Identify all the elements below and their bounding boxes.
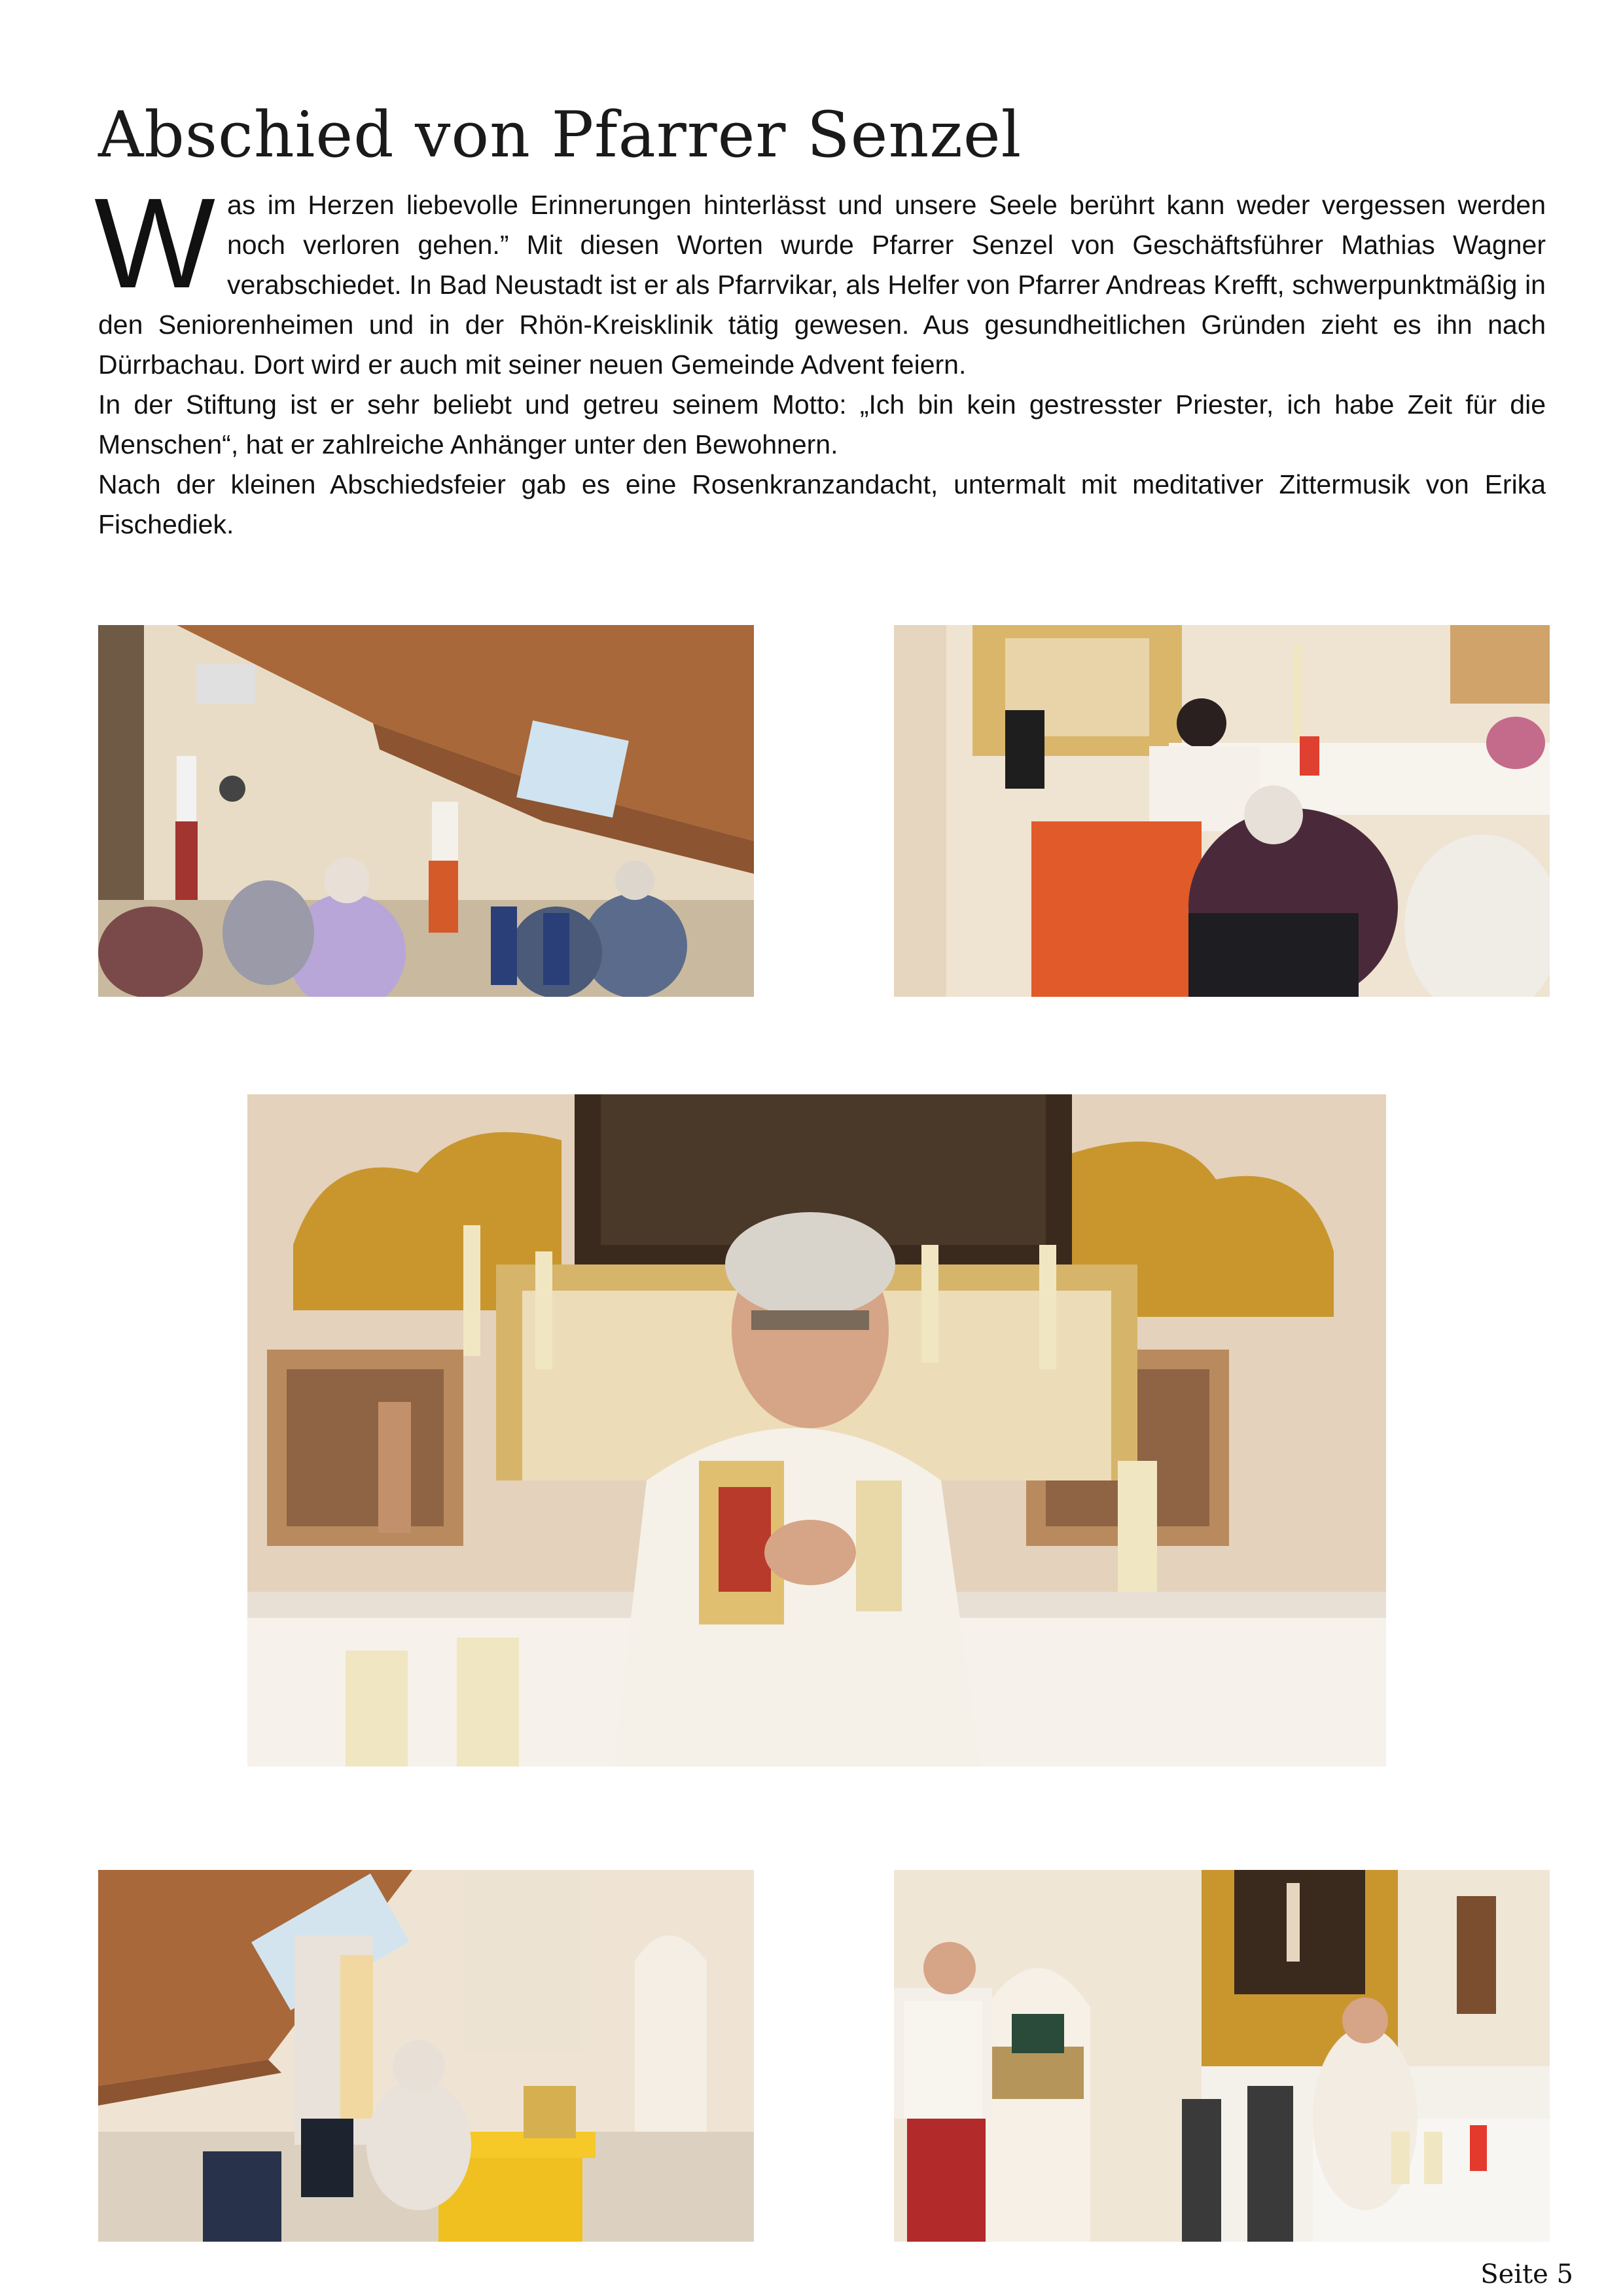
photo-gathering-room: [98, 625, 754, 997]
photo-resident-table: [98, 1870, 754, 2242]
paragraph-3: Nach der kleinen Abschiedsfeier gab es eine Rosenkranzandacht, untermalt mit meditativer Zittermusik von Erika Fischediek.: [98, 469, 1546, 539]
drop-cap: W: [94, 171, 215, 315]
paragraph-2: In der Stiftung ist er sehr beliebt und getreu seinem Motto: „Ich bin kein gestresster Priester, ich habe Zeit für die Menschen“, hat er zahlreiche Anhänger unter den Bewohnern.: [98, 389, 1546, 459]
page-number: Seite 5: [1480, 2259, 1573, 2289]
photo-priest-altar: [247, 1094, 1386, 1767]
photo-gift-basket: [894, 1870, 1550, 2242]
page-title: Abschied von Pfarrer Senzel: [98, 98, 1022, 171]
photo-nurse-altar: [894, 625, 1550, 997]
article-body: [94, 171, 1546, 545]
paragraph-1: as im Herzen liebevolle Erinnerungen hinterlässt und unsere Seele berührt kann weder vergessen werden noch verloren gehen.” Mit diesen Worten wurde Pfarrer Senzel von Geschäftsführer Mathias Wagner verabschiedet. In Bad Neustadt ist er als Pfarrvikar, als Helfer von Pfarrer Andreas Krefft, schwerpunktmäßig in den Seniorenheimen und in der Rhön-Kreisklinik tätig gewesen. Aus gesundheitlichen Gründen zieht es ihn nach Dürrbachau. Dort wird er auch mit seiner neuen Gemeinde Advent feiern.: [98, 190, 1546, 380]
